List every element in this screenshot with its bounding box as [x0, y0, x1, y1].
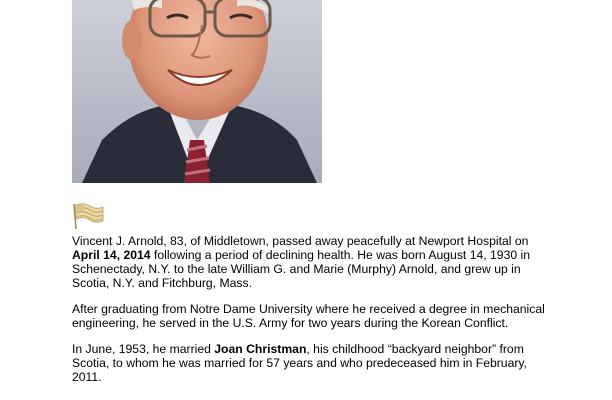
spouse-name: Joan Christman — [214, 342, 307, 356]
paragraph-2-text: After graduating from Notre Dame University where he received a degree in mechanical engineering, he served in the U.S. Army for two years during the Korean Conflict. — [72, 302, 545, 330]
american-flag-icon — [72, 202, 104, 230]
paragraph-2 — [72, 302, 546, 330]
portrait-photo — [72, 0, 322, 183]
paragraph-3-text-a: In June, 1953, he married — [72, 342, 215, 356]
paragraph-3-text-c: , his childhood “backyard neighbor” from Scotia, to whom he was married for 57 years and who predeceased him in February, 2011. — [72, 342, 527, 384]
paragraph-1-text-c: following a period of declining health. He was born August 14, 1930 in Schenectady, N.Y. to the late William G. and Marie (Murphy) Arnold, and grew up in Scotia, N.Y. and Fitchburg, Mass. — [72, 248, 531, 290]
paragraph-3 — [72, 342, 546, 384]
paragraph-1-text-a: Vincent J. Arnold, 83, of Middletown, passed away peacefully at Newport Hospital on — [72, 234, 529, 248]
death-date: April 14, 2014 — [72, 248, 151, 262]
obituary-text — [72, 234, 546, 396]
paragraph-1 — [72, 234, 546, 290]
